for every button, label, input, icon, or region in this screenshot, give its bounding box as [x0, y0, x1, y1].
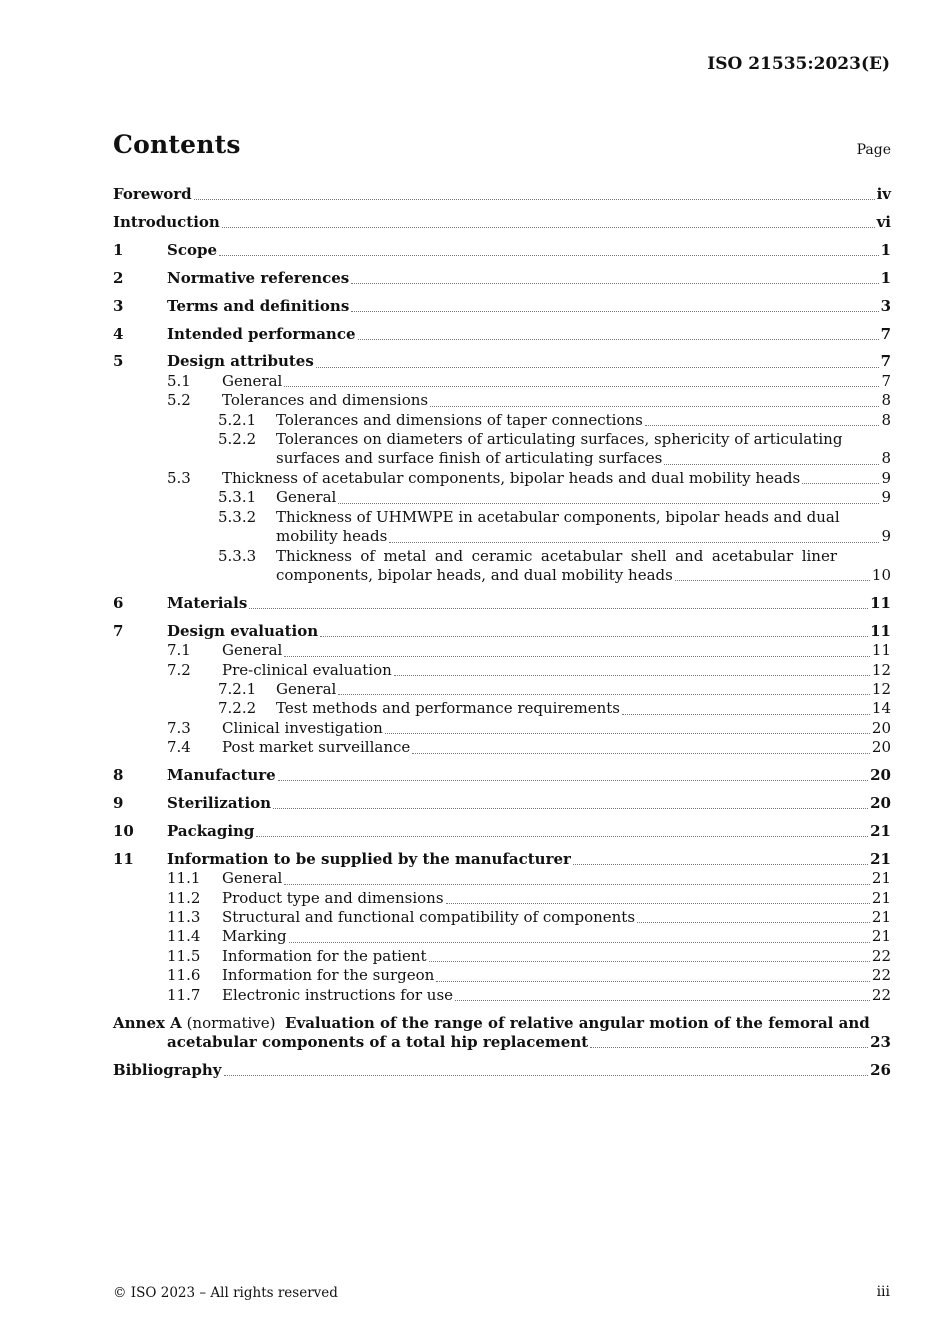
dot-leader: [590, 1047, 868, 1048]
page-number: iii: [876, 1284, 890, 1300]
dot-leader: [637, 922, 870, 923]
dot-leader: [194, 199, 875, 200]
dot-leader: [645, 425, 880, 426]
dot-leader: [351, 283, 878, 284]
toc-entry-annex-a[interactable]: Annex A (normative) Evaluation of the range of relative angular motion of the femoral and acetabular components of a total hip replacement 23: [113, 1013, 891, 1051]
dot-leader: [273, 808, 868, 809]
dot-leader: [224, 1075, 869, 1076]
dot-leader: [278, 780, 868, 781]
dot-leader: [284, 386, 879, 387]
toc-entry-7-2[interactable]: 7.2 Pre-clinical evaluation 12: [167, 660, 891, 679]
toc-entry-11-7[interactable]: 11.7 Electronic instructions for use 22: [167, 985, 891, 1004]
toc-entry-2[interactable]: 2 Normative references 1: [113, 268, 891, 287]
toc-entry-11-6[interactable]: 11.6 Information for the surgeon 22: [167, 966, 891, 985]
toc-entry-5-2[interactable]: 5.2 Tolerances and dimensions 8: [167, 391, 891, 410]
toc-entry-5-3-2[interactable]: 5.3.2 Thickness of UHMWPE in acetabular components, bipolar heads and dual mobility heads 9: [218, 507, 891, 546]
dot-leader: [455, 1000, 870, 1001]
dot-leader: [256, 836, 868, 837]
dot-leader: [622, 714, 870, 715]
toc-entry-7-4[interactable]: 7.4 Post market surveillance 20: [167, 738, 891, 757]
dot-leader: [358, 339, 879, 340]
dot-leader: [351, 311, 878, 312]
toc-entry-10[interactable]: 10 Packaging 21: [113, 821, 891, 840]
dot-leader: [573, 864, 868, 865]
dot-leader: [385, 733, 870, 734]
annex-label: Annex A: [113, 1013, 182, 1032]
toc-entry-bibliography[interactable]: Bibliography 26: [113, 1060, 891, 1079]
toc-entry-3[interactable]: 3 Terms and definitions 3: [113, 296, 891, 315]
toc-entry-5-1[interactable]: 5.1 General 7: [167, 371, 891, 390]
dot-leader: [675, 580, 870, 581]
page-column-label: Page: [856, 142, 891, 158]
dot-leader: [394, 675, 870, 676]
dot-leader: [316, 367, 879, 368]
toc-entry-6[interactable]: 6 Materials 11: [113, 593, 891, 612]
toc-entry-11-3[interactable]: 11.3 Structural and functional compatibility of components 21: [167, 908, 891, 926]
toc-entry-11-1[interactable]: 11.1 General 21: [167, 869, 891, 888]
toc-entry-7-3[interactable]: 7.3 Clinical investigation 20: [167, 718, 891, 737]
contents-heading: Contents: [113, 130, 241, 159]
toc-entry-7[interactable]: 7 Design evaluation 11: [113, 621, 891, 640]
toc-entry-5-3-3[interactable]: 5.3.3 Thickness of metal and ceramic acetabular shell and acetabular liner components, bipolar heads, and dual mobility heads 10: [218, 546, 891, 584]
toc-entry-11-2[interactable]: 11.2 Product type and dimensions 21: [167, 888, 891, 907]
toc-entry-11-5[interactable]: 11.5 Information for the patient 22: [167, 946, 891, 965]
toc-entry-11-4[interactable]: 11.4 Marking 21: [167, 927, 891, 946]
toc-entry-introduction[interactable]: Introduction vi: [113, 212, 891, 231]
toc-entry-7-2-1[interactable]: 7.2.1 General 12: [218, 679, 891, 698]
toc-entry-5-3-1[interactable]: 5.3.1 General 9: [218, 488, 891, 507]
dot-leader: [222, 227, 875, 228]
toc-entry-1[interactable]: 1 Scope 1: [113, 240, 891, 259]
annex-qualifier: (normative): [186, 1013, 276, 1032]
annex-title-line1: Evaluation of the range of relative angular motion of the femoral and: [285, 1013, 870, 1032]
dot-leader: [289, 942, 870, 943]
toc-entry-8[interactable]: 8 Manufacture 20: [113, 766, 891, 785]
toc-entry-5-2-1[interactable]: 5.2.1 Tolerances and dimensions of taper connections 8: [218, 410, 891, 429]
dot-leader: [429, 961, 870, 962]
dot-leader: [446, 903, 870, 904]
table-of-contents: [113, 185, 891, 1080]
toc-entry-7-1[interactable]: 7.1 General 11: [167, 641, 891, 660]
dot-leader: [284, 884, 870, 885]
dot-leader: [664, 464, 879, 465]
toc-entry-11[interactable]: 11 Information to be supplied by the manufacturer 21: [113, 849, 891, 868]
dot-leader: [338, 503, 879, 504]
annex-title-line2: acetabular components of a total hip replacement: [167, 1032, 589, 1051]
dot-leader: [219, 255, 879, 256]
dot-leader: [284, 656, 870, 657]
document-identifier: ISO 21535:2023(E): [707, 54, 890, 74]
toc-entry-4[interactable]: 4 Intended performance 7: [113, 324, 891, 343]
dot-leader: [389, 542, 879, 543]
dot-leader: [320, 636, 868, 637]
dot-leader: [430, 406, 879, 407]
copyright-notice: © ISO 2023 – All rights reserved: [113, 1285, 338, 1301]
dot-leader: [412, 753, 870, 754]
dot-leader: [338, 694, 870, 695]
toc-entry-5-3[interactable]: 5.3 Thickness of acetabular components, bipolar heads and dual mobility heads 9: [167, 468, 891, 487]
toc-entry-9[interactable]: 9 Sterilization 20: [113, 793, 891, 812]
toc-entry-5-2-2[interactable]: 5.2.2 Tolerances on diameters of articulating surfaces, sphericity of articulating surfaces and surface finish of articulating surfaces 8: [218, 430, 891, 468]
toc-entry-5[interactable]: 5 Design attributes 7: [113, 352, 891, 371]
toc-entry-7-2-2[interactable]: 7.2.2 Test methods and performance requirements 14: [218, 699, 891, 718]
dot-leader: [436, 981, 870, 982]
dot-leader: [802, 483, 879, 484]
toc-entry-foreword[interactable]: Foreword iv: [113, 185, 891, 203]
dot-leader: [249, 608, 868, 609]
